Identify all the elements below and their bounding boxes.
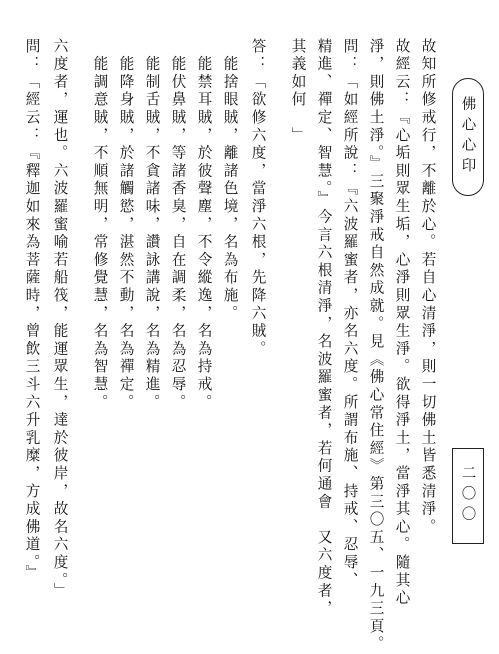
- text-column-7: 答：「欲修六度，當淨六根，先降六賊。: [249, 38, 267, 359]
- text-column-5: 精進、禪定、智慧。』今言六根清淨，名波羅蜜者，若何通會 又六度者，: [315, 38, 333, 619]
- text-column-10: 能伏鼻賊，等諸香臭，自在調柔，名為忍辱。: [169, 38, 187, 412]
- text-column-6: 其義如何 」: [289, 38, 307, 145]
- text-column-15: 問：「經云：『釋迦如來為菩薩時，曾飲三斗六升乳糜，方成佛道。』: [23, 38, 41, 583]
- page-number: 二〇〇: [452, 448, 484, 544]
- text-column-8: 能捨眼賊，離諸色境，名為布施。: [221, 38, 239, 323]
- text-column-13: 能調意賊，不順無明，常修覺慧，名為智慧。: [91, 38, 109, 412]
- text-column-9: 能禁耳賊，於彼聲塵，不令縱逸，名為持戒。: [195, 38, 213, 412]
- text-column-1: 故知所修戒行，不離於心。若自心清淨，則一切佛土皆悉清淨。: [419, 38, 437, 537]
- text-column-14: 六度者，運也。六波羅蜜喻若船筏，能運眾生，達於彼岸，故名六度。」: [51, 38, 69, 601]
- text-column-11: 能制舌賊，不貪諸味，讚詠講說，名為精進。: [143, 38, 161, 412]
- text-column-4: 問：「如經所說：『六波羅蜜者，亦名六度。所謂布施、持戒、忍辱、: [341, 38, 359, 590]
- book-title: 佛心心印: [452, 78, 484, 196]
- text-column-12: 能降身賊，於諸觸慾，湛然不動，名為禪定。: [117, 38, 135, 412]
- text-column-2: 故經云：『心垢則眾生垢，心淨則眾生淨。欲得淨土，當淨其心。隨其心: [393, 38, 411, 608]
- text-column-3: 淨，則佛土淨。』三聚淨戒自然成就。見《佛心常住經》第三〇五、一九三頁。: [367, 38, 385, 654]
